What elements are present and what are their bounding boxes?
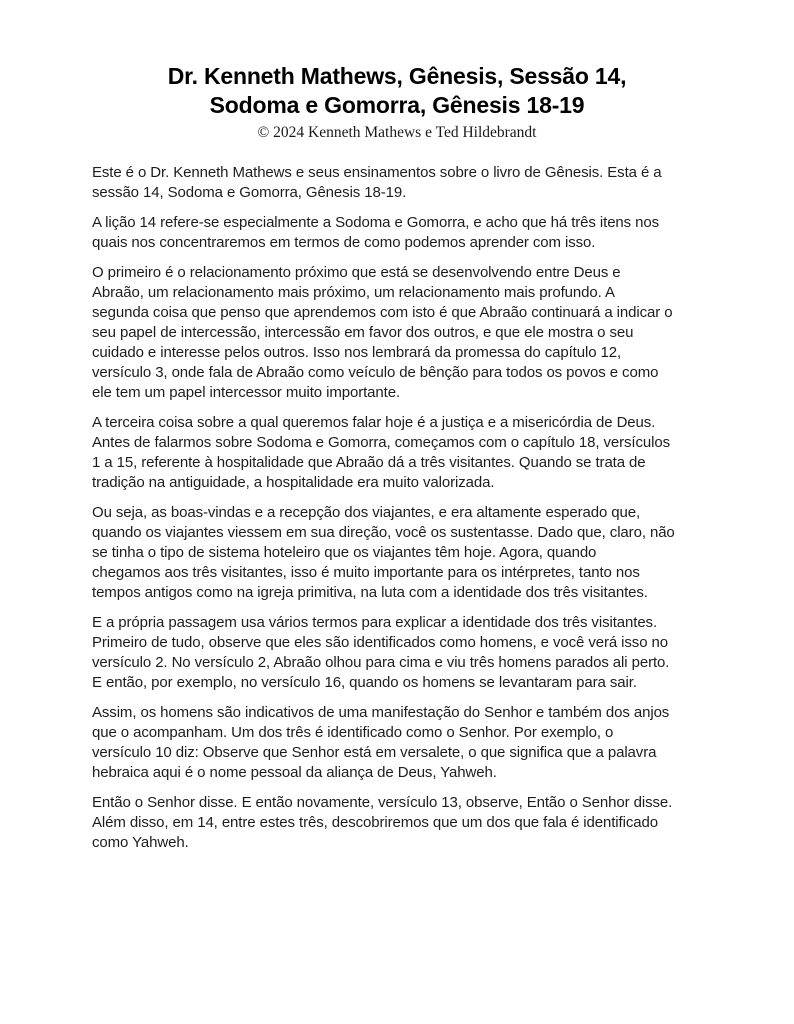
- paragraph: [92, 213, 706, 253]
- text-line: seu papel de intercessão, intercessão em favor dos outros, e que ele mostra o seu: [92, 324, 634, 341]
- paragraph: [92, 413, 706, 493]
- page-title-line-2: Sodoma e Gomorra, Gênesis 18-19: [209, 91, 585, 118]
- text-line: sessão 14, Sodoma e Gomorra, Gênesis 18-19.: [92, 184, 407, 201]
- text-line: E então, por exemplo, no versículo 16, quando os homens se levantaram para sair.: [92, 674, 637, 691]
- text-line: versículo 2. No versículo 2, Abraão olhou para cima e viu três homens parados ali perto.: [92, 654, 670, 671]
- paragraph: [92, 793, 706, 853]
- text-line: Este é o Dr. Kenneth Mathews e seus ensinamentos sobre o livro de Gênesis. Esta é a: [92, 164, 662, 181]
- text-line: tempos antigos como na igreja primitiva, na luta com a identidade dos três visitantes.: [92, 584, 648, 601]
- text-line: 1 a 15, referente à hospitalidade que Abraão dá a três visitantes. Quando se trata de: [92, 454, 646, 471]
- text-line: A terceira coisa sobre a qual queremos falar hoje é a justiça e a misericórdia de Deus.: [92, 414, 656, 431]
- paragraph: [92, 503, 706, 603]
- text-line: Além disso, em 14, entre estes três, descobriremos que um dos que fala é identificado: [92, 814, 658, 831]
- text-line: E a própria passagem usa vários termos para explicar a identidade dos três visitantes.: [92, 614, 658, 631]
- text-line: segunda coisa que penso que aprendemos com isto é que Abraão continuará a indicar o: [92, 304, 673, 321]
- text-line: Ou seja, as boas-vindas e a recepção dos viajantes, e era altamente esperado que,: [92, 504, 641, 521]
- text-line: Então o Senhor disse. E então novamente, versículo 13, observe, Então o Senhor disse.: [92, 794, 673, 811]
- copyright-line: © 2024 Kenneth Mathews e Ted Hildebrandt: [257, 124, 537, 141]
- text-line: chegamos aos três visitantes, isso é muito importante para os intérpretes, tanto nos: [92, 564, 640, 581]
- page-title-line-1: Dr. Kenneth Mathews, Gênesis, Sessão 14,: [167, 63, 627, 89]
- text-line: ele tem um papel intercessor muito importante.: [92, 384, 401, 401]
- text-line: que o acompanham. Um dos três é identificado como o Senhor. Por exemplo, o: [92, 724, 614, 741]
- text-line: quando os viajantes viessem em sua direção, você os sustentasse. Dado que, claro, não: [92, 524, 675, 541]
- text-line: versículo 3, onde fala de Abraão como veículo de bênção para todos os povos e como: [92, 364, 659, 381]
- paragraph: [92, 263, 706, 403]
- paragraph: [92, 703, 706, 783]
- paragraph: [92, 613, 706, 693]
- text-line: Assim, os homens são indicativos de uma manifestação do Senhor e também dos anjos: [92, 704, 670, 721]
- document-body: [92, 163, 706, 853]
- text-line: cuidado e interesse pelos outros. Isso nos lembrará da promessa do capítulo 12,: [92, 344, 622, 361]
- text-line: quais nos concentraremos em termos de como podemos aprender com isso.: [92, 234, 596, 251]
- text-line: Abraão, um relacionamento mais próximo, um relacionamento mais profundo. A: [92, 284, 615, 301]
- text-line: Primeiro de tudo, observe que eles são identificados como homens, e você verá isso no: [92, 634, 668, 651]
- text-line: A lição 14 refere-se especialmente a Sodoma e Gomorra, e acho que há três itens nos: [92, 214, 660, 231]
- page-title: [0, 62, 794, 119]
- text-line: Antes de falarmos sobre Sodoma e Gomorra, começamos com o capítulo 18, versículos: [92, 434, 670, 451]
- text-line: se tinha o tipo de sistema hoteleiro que os viajantes têm hoje. Agora, quando: [92, 544, 597, 561]
- text-line: como Yahweh.: [92, 834, 189, 851]
- text-line: O primeiro é o relacionamento próximo que está se desenvolvendo entre Deus e: [92, 264, 621, 281]
- text-line: hebraica aqui é o nome pessoal da aliança de Deus, Yahweh.: [92, 764, 497, 781]
- paragraph: [92, 163, 706, 203]
- text-line: versículo 10 diz: Observe que Senhor está em versalete, o que significa que a palavra: [92, 744, 657, 761]
- text-line: tradição na antiguidade, a hospitalidade era muito valorizada.: [92, 474, 495, 491]
- document-header: [0, 0, 794, 142]
